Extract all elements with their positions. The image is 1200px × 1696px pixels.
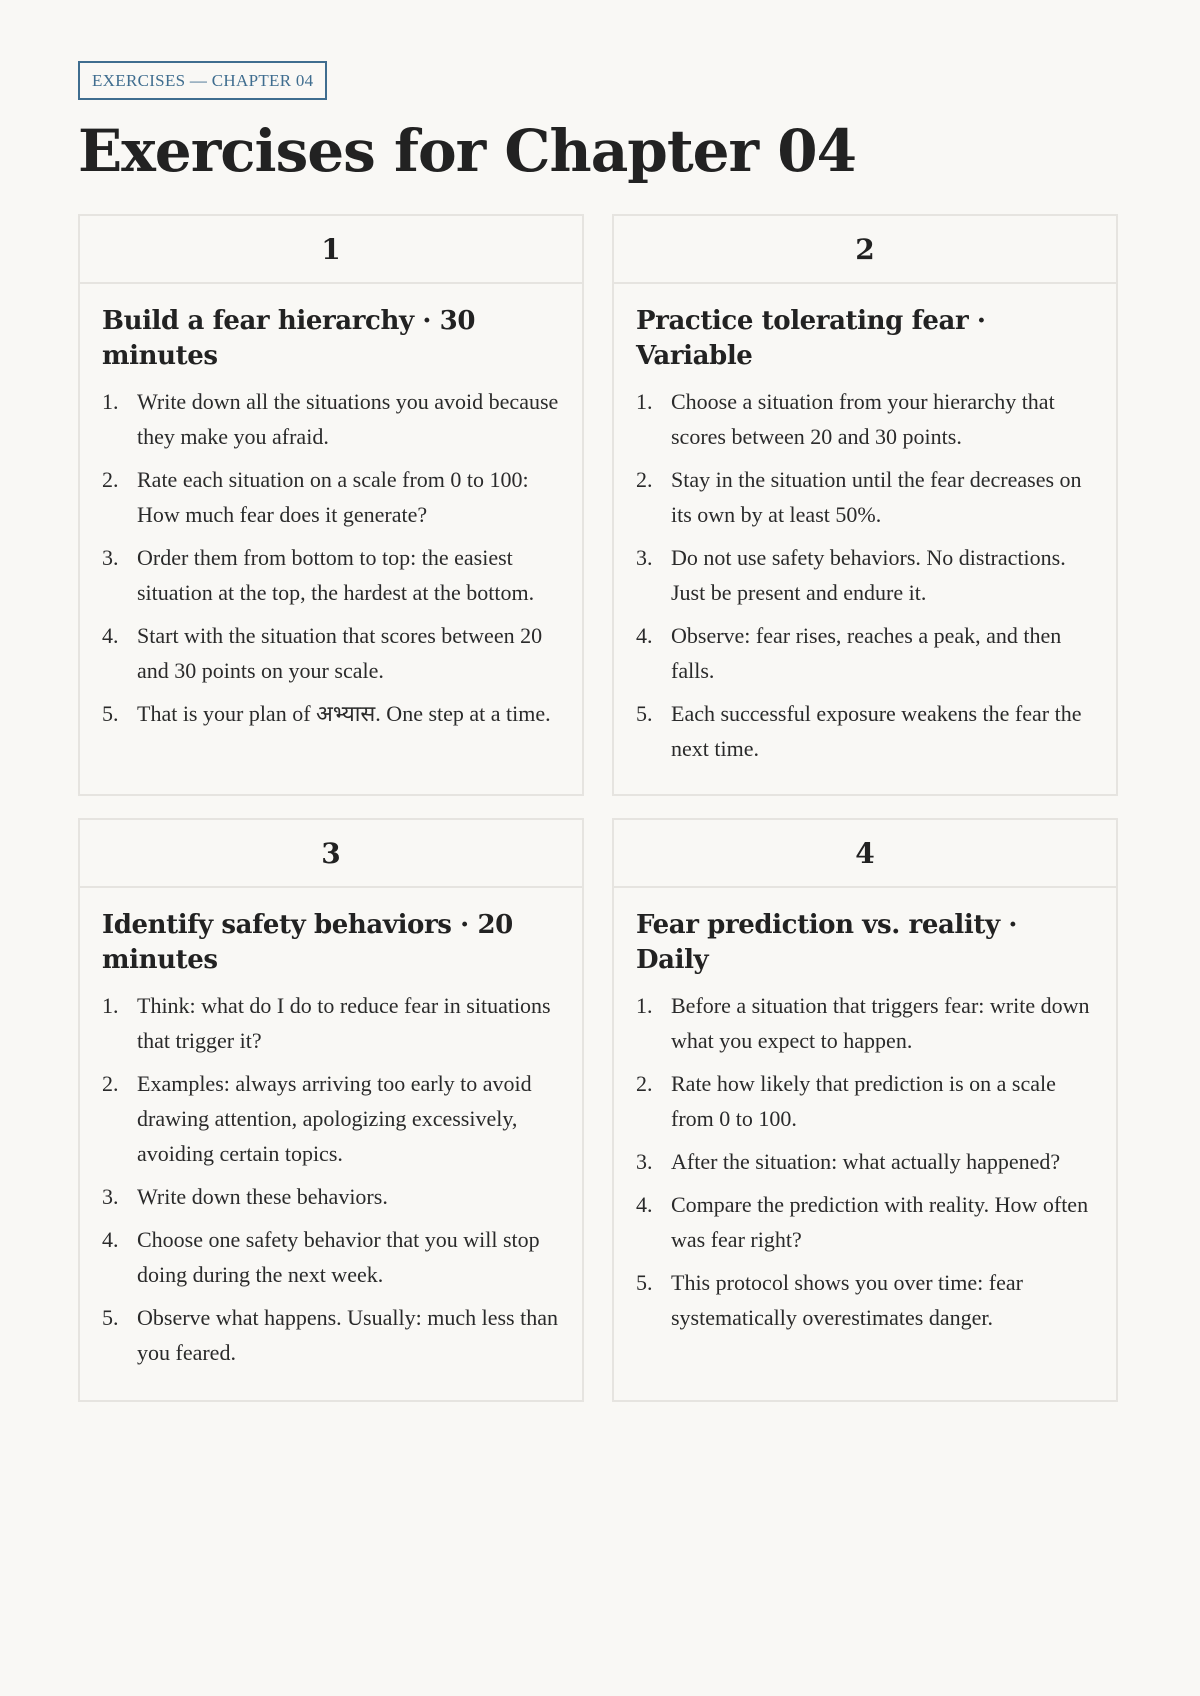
exercise-step (102, 1300, 560, 1370)
step-number: 5. (636, 701, 653, 726)
page-title: Exercises for Chapter 04 (78, 117, 857, 185)
step-number: 5. (102, 701, 119, 726)
step-text: Write down these behaviors. (137, 1184, 388, 1209)
exercise-step (102, 696, 560, 731)
exercise-step (636, 618, 1094, 688)
step-number: 1. (102, 993, 119, 1018)
exercise-step (636, 1066, 1094, 1136)
exercise-step (102, 1179, 560, 1214)
step-text: Compare the prediction with reality. How often was fear right? (671, 1192, 1089, 1252)
step-number: 3. (636, 1149, 653, 1174)
step-text: Order them from bottom to top: the easiest situation at the top, the hardest at the bottom. (137, 545, 535, 605)
exercise-step (636, 988, 1094, 1058)
exercise-step (102, 462, 560, 532)
step-number: 1. (636, 993, 653, 1018)
step-number: 1. (636, 389, 653, 414)
step-number: 1. (102, 389, 119, 414)
page (78, 61, 1122, 1365)
step-text: Examples: always arriving too early to avoid drawing attention, apologizing excessively, avoiding certain topics. (137, 1071, 532, 1166)
step-number: 5. (102, 1305, 119, 1330)
step-text: Rate each situation on a scale from 0 to 100: How much fear does it generate? (137, 467, 529, 527)
step-number: 2. (102, 467, 119, 492)
exercise-number: 1 (80, 216, 582, 284)
step-text: Stay in the situation until the fear decreases on its own by at least 50%. (671, 467, 1082, 527)
step-number: 2. (636, 467, 653, 492)
exercise-title: Fear prediction vs. reality · Daily (636, 910, 1017, 975)
step-text: Think: what do I do to reduce fear in situations that trigger it? (137, 993, 551, 1053)
step-text: That is your plan of अभ्यास. One step at a time. (137, 701, 551, 726)
exercise-card-4 (612, 818, 1118, 1402)
exercise-card-3 (78, 818, 584, 1402)
exercise-card-2 (612, 214, 1118, 796)
exercise-step (102, 1066, 560, 1171)
exercise-step (102, 618, 560, 688)
exercise-step (636, 696, 1094, 766)
exercise-step (636, 540, 1094, 610)
step-text: Observe what happens. Usually: much less than you feared. (137, 1305, 558, 1365)
exercise-title: Identify safety behaviors · 20 minutes (102, 910, 513, 975)
exercise-step (102, 540, 560, 610)
step-text: Write down all the situations you avoid because they make you afraid. (137, 389, 559, 449)
exercise-body (614, 888, 1116, 1363)
exercise-body (614, 284, 1116, 794)
chapter-tag: EXERCISES — CHAPTER 04 (78, 61, 327, 100)
exercise-title: Practice tolerating fear · Variable (636, 306, 986, 371)
step-number: 4. (102, 623, 119, 648)
step-number: 2. (102, 1071, 119, 1096)
exercise-title: Build a fear hierarchy · 30 minutes (102, 306, 476, 371)
step-text: Each successful exposure weakens the fear the next time. (671, 701, 1082, 761)
exercise-step (636, 1144, 1094, 1179)
exercise-number: 3 (80, 820, 582, 888)
step-number: 3. (636, 545, 653, 570)
step-number: 5. (636, 1270, 653, 1295)
step-number: 3. (102, 545, 119, 570)
step-text: Choose one safety behavior that you will stop doing during the next week. (137, 1227, 540, 1287)
step-text: Before a situation that triggers fear: write down what you expect to happen. (671, 993, 1090, 1053)
step-text: Choose a situation from your hierarchy that scores between 20 and 30 points. (671, 389, 1055, 449)
step-text: This protocol shows you over time: fear systematically overestimates danger. (671, 1270, 1023, 1330)
exercise-step (636, 384, 1094, 454)
exercise-step (636, 1187, 1094, 1257)
step-number: 2. (636, 1071, 653, 1096)
step-text: Start with the situation that scores between 20 and 30 points on your scale. (137, 623, 543, 683)
exercise-steps (102, 384, 560, 731)
step-text: Do not use safety behaviors. No distractions. Just be present and endure it. (671, 545, 1066, 605)
step-text: Observe: fear rises, reaches a peak, and then falls. (671, 623, 1062, 683)
step-text: After the situation: what actually happened? (671, 1149, 1061, 1174)
exercise-step (102, 1222, 560, 1292)
exercise-number: 2 (614, 216, 1116, 284)
exercise-step (636, 1265, 1094, 1335)
exercise-step (636, 462, 1094, 532)
exercise-body (80, 888, 582, 1398)
exercise-steps (636, 384, 1094, 766)
exercise-number: 4 (614, 820, 1116, 888)
step-number: 4. (636, 1192, 653, 1217)
step-number: 4. (636, 623, 653, 648)
step-text: Rate how likely that prediction is on a scale from 0 to 100. (671, 1071, 1056, 1131)
exercise-step (102, 384, 560, 454)
step-number: 4. (102, 1227, 119, 1252)
exercise-body (80, 284, 582, 759)
exercise-step (102, 988, 560, 1058)
exercise-card-1 (78, 214, 584, 796)
step-number: 3. (102, 1184, 119, 1209)
exercise-steps (636, 988, 1094, 1335)
exercise-steps (102, 988, 560, 1370)
